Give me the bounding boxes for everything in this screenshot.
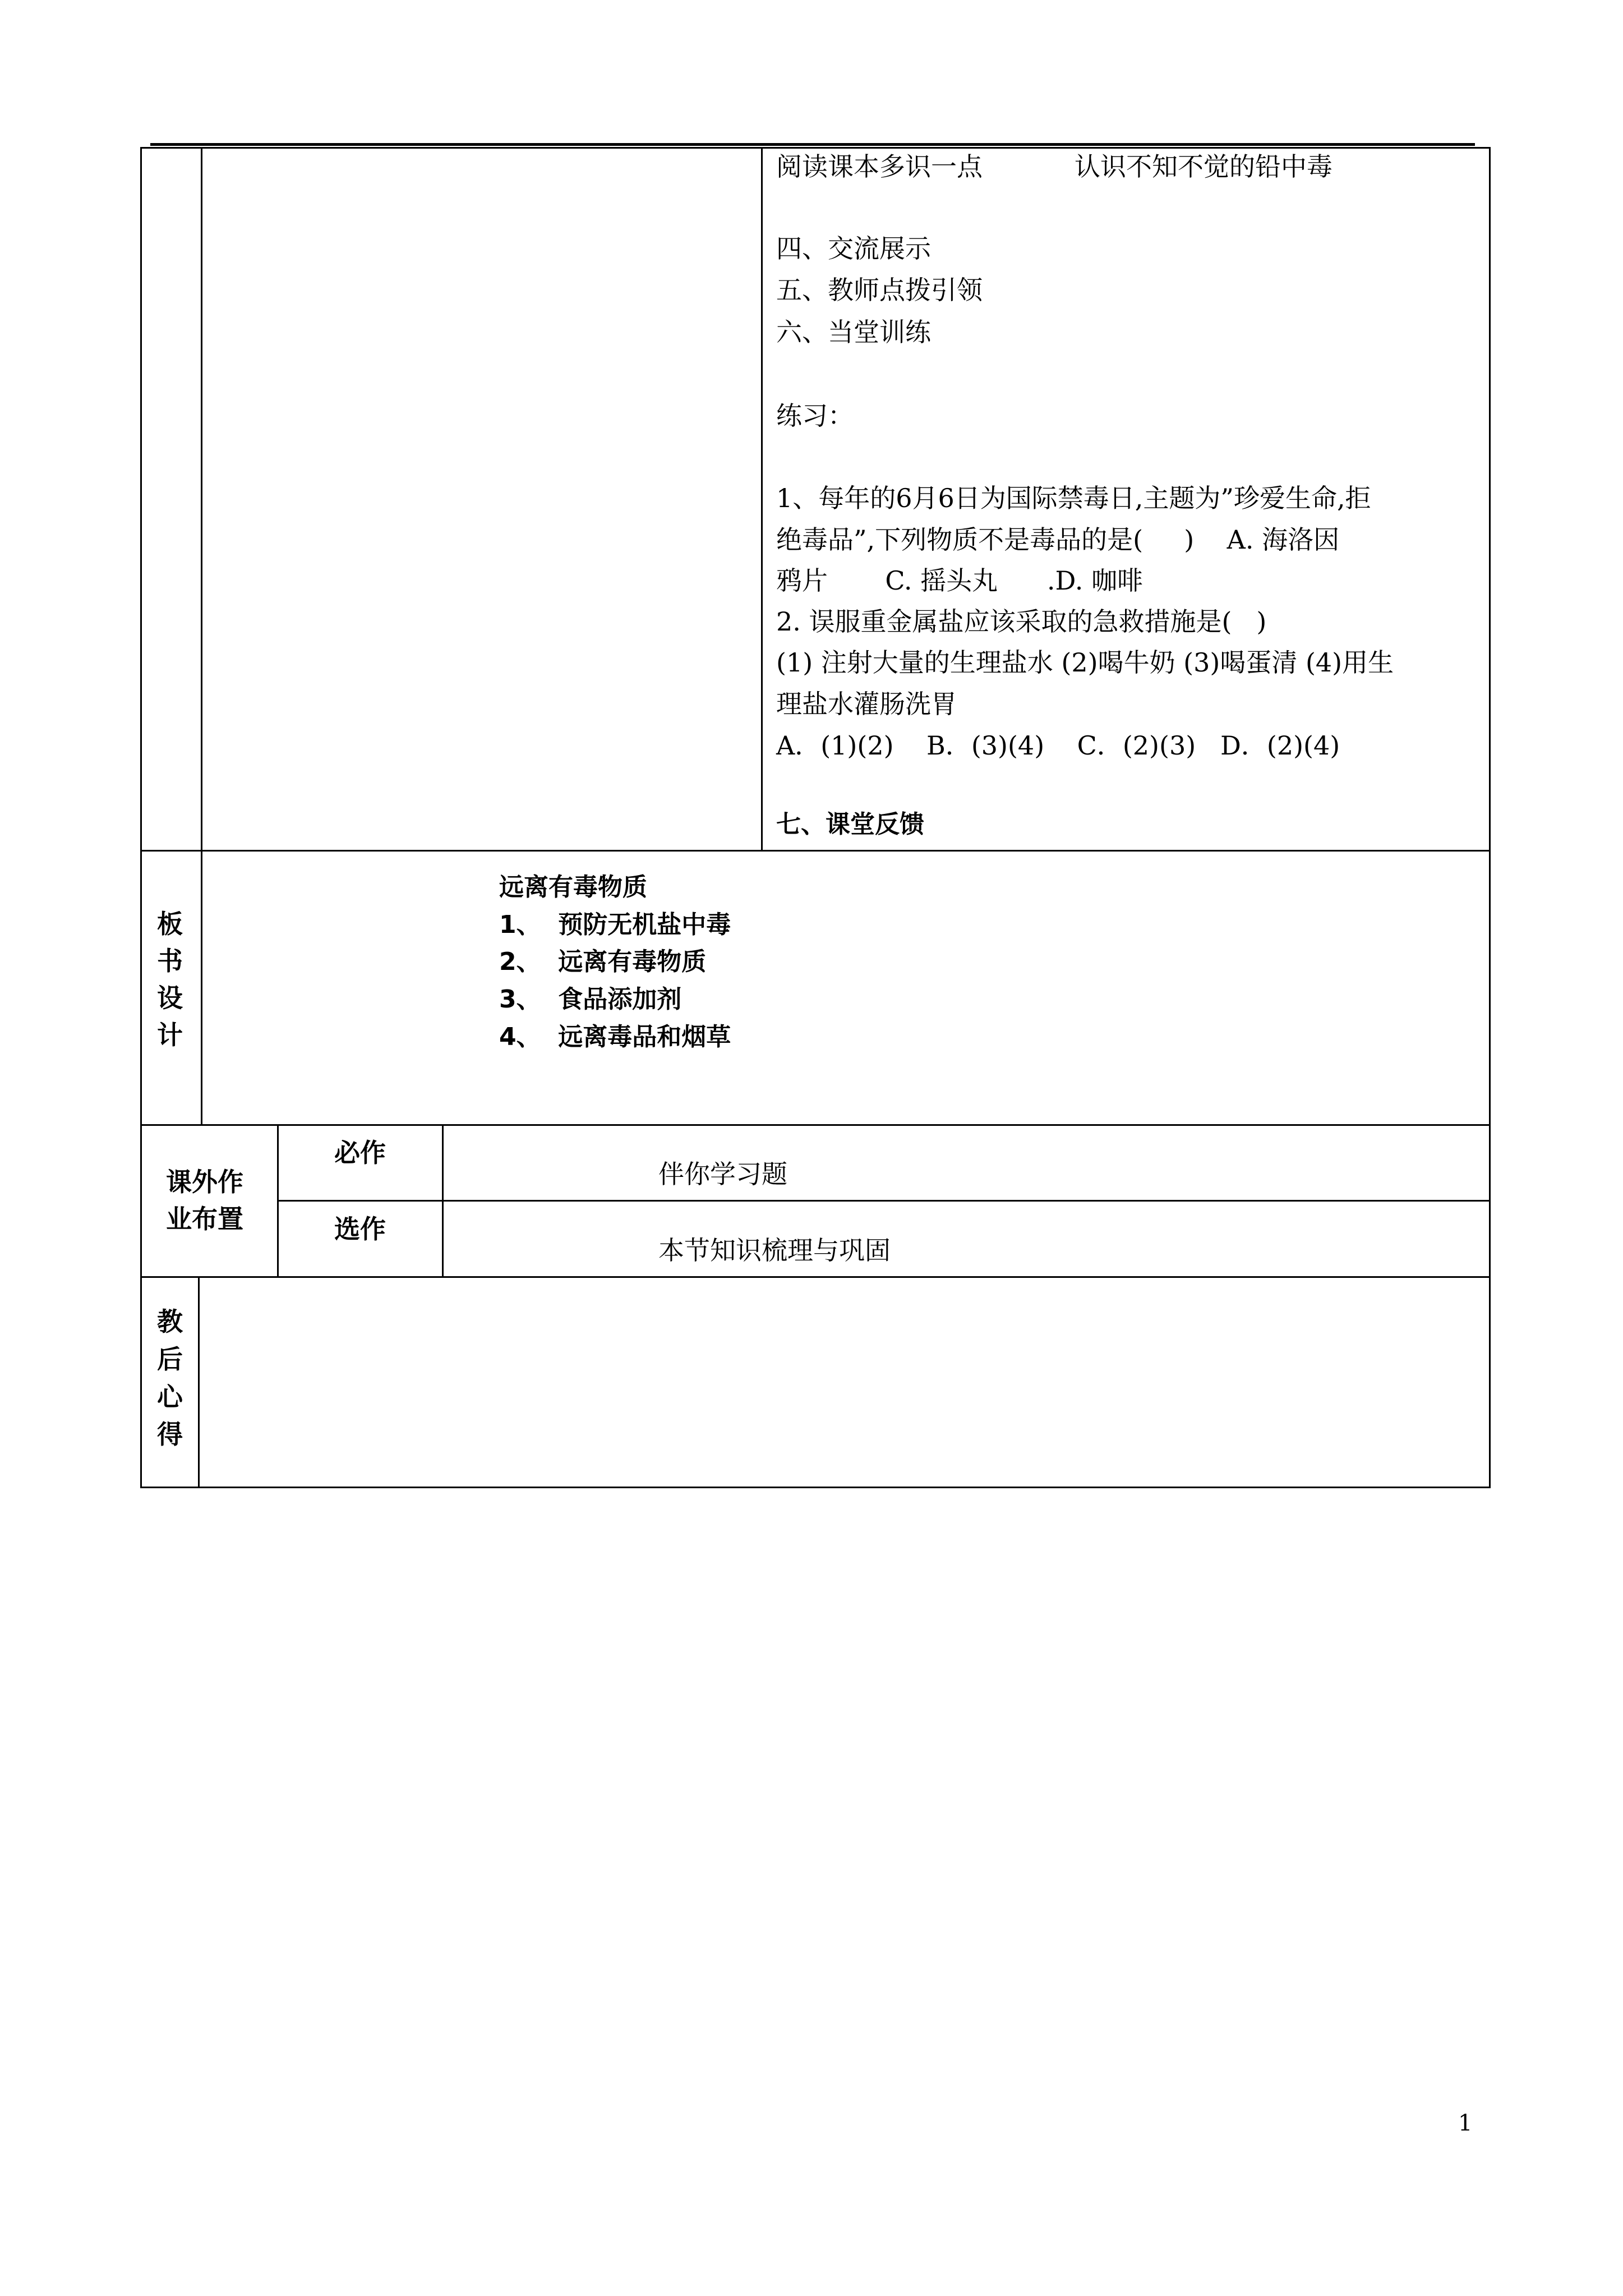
optional-homework-content: 本节知识梳理与巩固 [658,1235,891,1266]
read-more-topic: 认识不知不觉的铅中毒 [1075,151,1332,182]
step-practice: 六、当堂训练 [776,317,931,347]
table-top-border [140,147,1491,149]
step-exchange: 四、交流展示 [776,233,931,264]
read-more-label: 阅读课本多识一点 [776,151,983,182]
question-1-line-1: 1、每年的6月6日为国际禁毒日,主题为”珍爱生命,拒 [776,483,1371,513]
homework-column-divider-1 [277,1124,279,1278]
homework-label-line-1: 课外作 [166,1167,243,1197]
reflection-label-char-2: 后 [157,1344,183,1374]
homework-column-divider-2 [442,1124,444,1278]
board-design-item-2: 2、 远离有毒物质 [499,947,707,976]
label-column-divider-top [201,147,202,1124]
row-divider-homework [140,1124,1491,1126]
reflection-label-char-4: 得 [157,1419,183,1450]
table-left-border [140,147,142,1488]
required-homework-content: 伴你学习题 [658,1159,787,1189]
row-divider-homework-inner [278,1200,1491,1202]
question-1-line-2: 绝毒品”,下列物质不是毒品的是( ) A. 海洛因 [776,524,1340,555]
board-design-item-4: 4、 远离毒品和烟草 [499,1023,731,1051]
content-column-divider [761,147,763,852]
board-design-label-char-3: 设 [157,983,183,1013]
question-2-options: A．(1)(2) B．(3)(4) C．(2)(3) D．(2)(4) [776,730,1340,761]
top-rule [150,143,1475,146]
classroom-feedback-heading: 七、课堂反馈 [776,810,924,839]
step-teacher-guide: 五、教师点拨引领 [776,275,983,305]
board-design-label-char-4: 计 [157,1020,183,1050]
board-design-title: 远离有毒物质 [499,873,647,901]
question-2-line-1: 2. 误服重金属盐应该采取的急救措施是( ) [776,606,1267,637]
label-column-divider-bottom [198,1276,200,1488]
board-design-item-1: 1、 预防无机盐中毒 [499,910,731,939]
board-design-item-3: 3、 食品添加剂 [499,985,682,1014]
homework-label-line-2: 业布置 [166,1204,243,1234]
question-1-line-3: 鸦片 C. 摇头丸 .D. 咖啡 [776,565,1143,596]
board-design-label-char-2: 书 [157,946,183,976]
table-bottom-border [140,1487,1491,1488]
question-2-line-2: (1) 注射大量的生理盐水 (2)喝牛奶 (3)喝蛋清 (4)用生 [776,647,1394,678]
table-right-border [1489,147,1491,1488]
board-design-label-char-1: 板 [157,909,183,939]
exercise-label: 练习： [776,401,854,431]
optional-homework-label: 选作 [334,1214,386,1244]
required-homework-label: 必作 [334,1138,386,1168]
row-divider-board [140,850,1491,852]
reflection-label-char-1: 教 [157,1306,183,1337]
row-divider-reflection [140,1276,1491,1278]
page-number: 1 [1458,2110,1473,2136]
question-2-line-3: 理盐水灌肠洗胃 [776,689,957,719]
reflection-label-char-3: 心 [157,1382,183,1412]
